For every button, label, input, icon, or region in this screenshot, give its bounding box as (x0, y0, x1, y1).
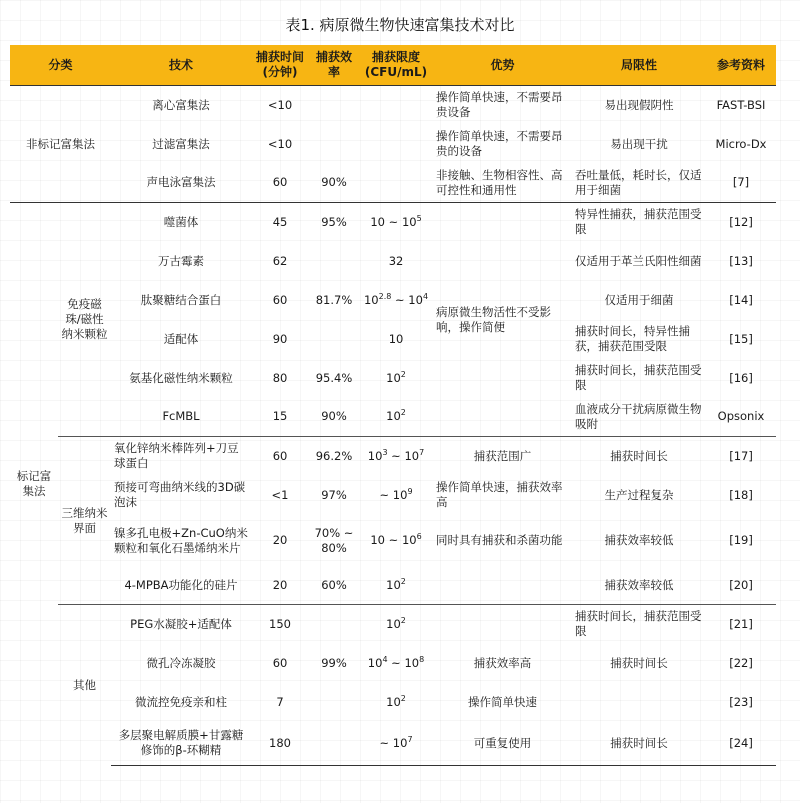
cell-efficiency: 81.7% (315, 292, 353, 307)
cell-time: <1 (271, 487, 289, 502)
cell-limitation: 生产过程复杂 (604, 487, 674, 502)
cell-time: 90 (272, 331, 288, 346)
subgroup-3d-interface: 三维纳米界面 (58, 437, 111, 605)
cell-limit (359, 125, 433, 164)
cell-reference: [21] (706, 605, 776, 644)
cell-time: 20 (272, 577, 288, 592)
cell-time: 7 (276, 694, 284, 709)
cell-limit: ~ $10^9$ (379, 486, 413, 502)
cell-advantage: 捕获范围广 (433, 437, 572, 476)
cell-technique: 噬菌体 (111, 203, 251, 242)
cell-reference: [12] (706, 203, 776, 242)
group-nonlabel: 非标记富集法 (26, 136, 95, 151)
cell-technique: 肽聚糖结合蛋白 (140, 292, 222, 307)
cell-limit (359, 86, 433, 125)
cell-limitation (572, 683, 706, 722)
cell-time: 20 (272, 533, 288, 547)
cell-limit: 10 (388, 331, 404, 346)
cell-technique: 预接可弯曲纳米线的3D碳泡沫 (114, 480, 246, 509)
cell-limit: 10 ~ $10^5$ (359, 203, 433, 242)
cell-time: 80 (272, 370, 288, 385)
cell-technique: 镍多孔电极+Zn-CuO纳米颗粒和氧化石墨烯纳米片 (114, 525, 248, 555)
cell-time: <10 (267, 136, 293, 151)
cell-reference: [24] (706, 722, 776, 766)
cell-time: 180 (251, 722, 309, 766)
table-row (10, 125, 776, 164)
subgroup-other: 其他 (58, 605, 111, 766)
cell-technique: 微孔冷冻凝胶 (146, 655, 216, 670)
cell-reference: [20] (729, 577, 753, 592)
table-row (10, 476, 776, 515)
cell-advantage: 非接触、生物相容性、高可控性和通用性 (436, 167, 563, 197)
table-row (10, 567, 776, 605)
table-row (10, 359, 776, 398)
cell-time: 60 (272, 655, 288, 670)
cell-limitation: 捕获时间长 (572, 722, 706, 766)
table-row (10, 86, 776, 125)
enrichment-comparison-table (10, 45, 776, 766)
cell-technique: 过滤富集法 (152, 136, 210, 151)
cell-limitation: 捕获效率较低 (604, 533, 674, 547)
cell-efficiency (309, 242, 359, 281)
cell-limitation: 仅适用于革兰氏阳性细菌 (575, 253, 702, 268)
cell-reference: [15] (729, 331, 753, 346)
cell-time: 60 (251, 437, 309, 476)
cell-limitation: 仅适用于细菌 (604, 292, 674, 307)
cell-technique: 多层聚电解质膜+甘露糖修饰的β-环糊精 (111, 722, 251, 766)
cell-limit: ~ $10^7$ (359, 722, 433, 766)
header-technique: 技术 (111, 45, 251, 86)
cell-reference: [16] (729, 370, 753, 385)
cell-time: 62 (272, 253, 288, 268)
cell-limitation: 捕获时间长 (610, 655, 668, 670)
cell-time: 45 (251, 203, 309, 242)
cell-advantage (433, 605, 572, 644)
header-reference: 参考资料 (706, 45, 776, 86)
table-row (10, 164, 776, 203)
header-row (10, 45, 776, 86)
cell-efficiency (309, 683, 359, 722)
cell-limit: $10^4$ ~ $10^8$ (367, 654, 425, 670)
cell-technique: 4-MPBA功能化的硅片 (124, 577, 238, 592)
cell-limitation: 吞吐量低，耗时长，仅适用于细菌 (575, 167, 702, 197)
cell-limit: $10^2$ (386, 408, 406, 424)
header-category: 分类 (10, 45, 111, 86)
cell-efficiency: 70% ~ 80% (314, 525, 354, 555)
cell-technique: 适配体 (163, 331, 199, 346)
cell-reference: FAST-BSI (716, 97, 766, 112)
header-limit: 捕获限度(CFU/mL) (359, 45, 433, 86)
cell-limit: $10^2$ (386, 576, 406, 592)
table-caption: 表1. 病原微生物快速富集技术对比 (285, 16, 515, 34)
cell-limit: 32 (388, 253, 404, 268)
cell-limitation: 特异性捕获，捕获范围受限 (572, 203, 706, 242)
cell-limitation: 捕获时间长 (572, 437, 706, 476)
cell-technique: 微流控免疫亲和柱 (135, 694, 228, 709)
cell-limitation: 捕获时间长，特异性捕获，捕获范围受限 (575, 324, 691, 353)
cell-technique: 氧化锌纳米棒阵列+刀豆球蛋白 (111, 437, 251, 476)
cell-advantage: 操作简单快速，捕获效率高 (436, 480, 563, 509)
cell-technique: PEG水凝胶+适配体 (111, 605, 251, 644)
cell-limit: $10^2$ (386, 369, 406, 385)
cell-reference: Micro-Dx (715, 136, 767, 151)
cell-efficiency (309, 86, 359, 125)
table-row (10, 281, 776, 320)
table-row (10, 242, 776, 281)
subgroup-immuno: 免疫磁珠/磁性纳米颗粒 (58, 203, 111, 437)
cell-technique: FcMBL (162, 409, 200, 424)
cell-limit: 10 ~ $10^6$ (370, 532, 422, 547)
cell-reference: Opsonix (717, 409, 765, 424)
cell-reference: [13] (729, 253, 753, 268)
cell-reference: [19] (729, 533, 753, 547)
cell-limit: $10^2$ (386, 693, 406, 709)
cell-limit (359, 164, 433, 203)
table-row (10, 398, 776, 437)
cell-advantage (433, 567, 572, 605)
cell-efficiency (309, 320, 359, 359)
table-row (10, 320, 776, 359)
cell-reference: [17] (706, 437, 776, 476)
cell-time: 15 (272, 409, 288, 424)
cell-efficiency: 96.2% (309, 437, 359, 476)
cell-limit: $10^{2.8}$ ~ $10^4$ (363, 291, 429, 307)
table-row (10, 683, 776, 722)
cell-efficiency: 95.4% (315, 370, 353, 385)
cell-time: 60 (272, 175, 288, 190)
cell-limitation: 易出现假阴性 (604, 97, 674, 112)
cell-efficiency: 90% (321, 409, 347, 424)
cell-limit: $10^3$ ~ $10^7$ (359, 437, 433, 476)
cell-reference: [7] (732, 175, 750, 190)
table-row (10, 722, 776, 766)
cell-reference: [23] (729, 694, 753, 709)
cell-reference: [14] (729, 292, 753, 307)
cell-limit: $10^2$ (359, 605, 433, 644)
cell-time: 60 (272, 292, 288, 307)
table-row (10, 515, 776, 567)
cell-advantage: 操作简单快速，不需要昂贵的设备 (436, 129, 563, 158)
cell-technique: 氨基化磁性纳米颗粒 (129, 370, 233, 385)
cell-advantage: 同时具有捕获和杀菌功能 (436, 533, 563, 547)
cell-advantage: 捕获效率高 (473, 655, 532, 670)
cell-advantage: 可重复使用 (433, 722, 572, 766)
cell-limitation: 捕获时间长，捕获范围受限 (575, 363, 702, 392)
cell-efficiency: 97% (321, 487, 347, 502)
table-row (10, 437, 776, 476)
cell-reference: [22] (729, 655, 753, 670)
cell-technique: 离心富集法 (152, 97, 210, 112)
cell-advantage: 操作简单快速，不需要昂贵设备 (436, 90, 563, 120)
cell-limitation: 血液成分干扰病原微生物吸附 (575, 401, 702, 431)
cell-efficiency: 99% (321, 655, 347, 670)
table-row (10, 203, 776, 242)
header-limitation: 局限性 (572, 45, 706, 86)
cell-efficiency: 95% (309, 203, 359, 242)
cell-limitation: 捕获时间长，捕获范围受限 (572, 605, 706, 644)
cell-efficiency (309, 125, 359, 164)
cell-efficiency: 90% (321, 175, 347, 190)
cell-efficiency (309, 722, 359, 766)
cell-efficiency (309, 605, 359, 644)
header-time: 捕获时间(分钟) (251, 45, 309, 86)
group-label: 标记富集法 (10, 203, 58, 766)
cell-advantage-shared: 病原微生物活性不受影响，操作简便 (433, 203, 572, 437)
cell-time: <10 (267, 97, 293, 112)
header-efficiency: 捕获效率 (309, 45, 359, 86)
cell-reference: [18] (729, 487, 753, 502)
cell-limitation: 捕获效率较低 (604, 577, 674, 592)
cell-time: 150 (251, 605, 309, 644)
cell-limitation: 易出现干扰 (610, 136, 668, 151)
table-row (10, 644, 776, 683)
cell-advantage: 操作简单快速 (468, 694, 538, 709)
header-advantage: 优势 (433, 45, 572, 86)
cell-technique: 万古霉素 (158, 253, 205, 268)
table-row (10, 605, 776, 644)
cell-technique: 声电泳富集法 (146, 175, 216, 190)
cell-efficiency: 60% (321, 577, 347, 592)
